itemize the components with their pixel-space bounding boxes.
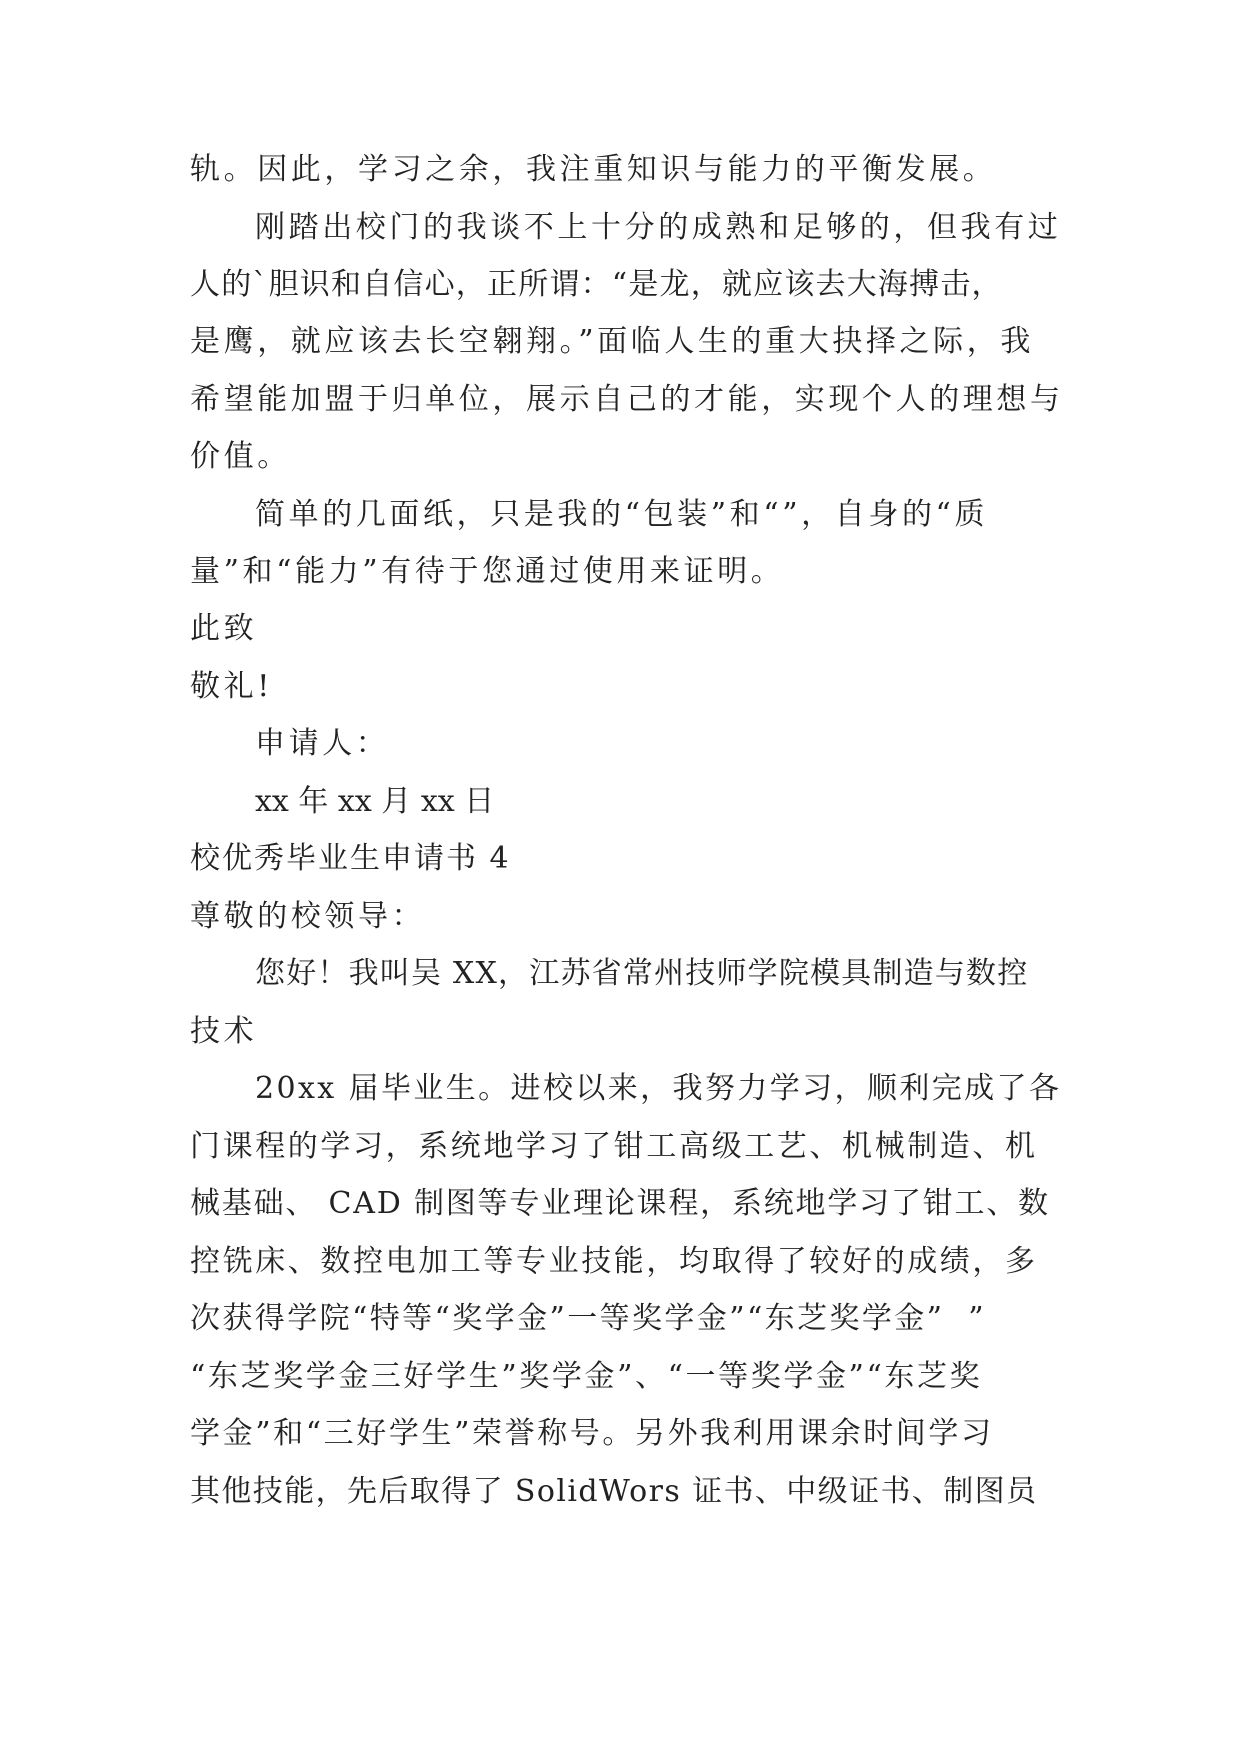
text-line: 是鹰，就应该去长空翱翔。”面临人生的重大抉择之际，我 <box>190 324 1034 359</box>
text-line: 简单的几面纸，只是我的“包装”和“”，自身的“质 <box>255 497 989 532</box>
text-line: 其他技能，先后取得了 SolidWors 证书、中级证书、制图员 <box>190 1474 1038 1509</box>
text-line: 学金”和“三好学生”荣誉称号。另外我利用课余时间学习 <box>190 1416 994 1451</box>
text-line: 轨。因此，学习之余，我注重知识与能力的平衡发展。 <box>190 152 997 187</box>
text-line: “东芝奖学金三好学生”奖学金”、“一等奖学金”“东芝奖 <box>190 1359 983 1394</box>
text-line: 量”和“能力”有待于您通过使用来证明。 <box>190 554 785 589</box>
text-line: 技术 <box>190 1014 258 1049</box>
text-line: 校优秀毕业生申请书 4 <box>190 841 511 876</box>
text-line: 控铣床、数控电加工等专业技能，均取得了较好的成绩，多 <box>190 1244 1038 1279</box>
text-line: 次获得学院“特等“奖学金”一等奖学金”“东芝奖学金” ” <box>190 1301 987 1336</box>
text-line: 刚踏出校门的我谈不上十分的成熟和足够的，但我有过 <box>255 210 1062 245</box>
text-line: 械基础、 CAD 制图等专业理论课程，系统地学习了钳工、数 <box>190 1186 1050 1221</box>
text-line: 希望能加盟于归单位，展示自己的才能，实现个人的理想与 <box>190 382 1064 417</box>
text-line: 尊敬的校领导： <box>190 899 426 934</box>
text-line: 人的`胆识和自信心，正所谓：“是龙，就应该去大海搏击， <box>190 267 1003 302</box>
text-line: 价值。 <box>190 439 291 474</box>
text-line: 20xx 届毕业生。进校以来，我努力学习，顺利完成了各 <box>255 1071 1062 1106</box>
text-line: 门课程的学习，系统地学习了钳工高级工艺、机械制造、机 <box>190 1129 1038 1164</box>
text-line: 您好！我叫吴 XX，江苏省常州技师学院模具制造与数控 <box>255 956 1029 991</box>
text-line: 申请人： <box>255 726 390 761</box>
text-line: 敬礼! <box>190 669 273 704</box>
text-line: xx 年 xx 月 xx 日 <box>255 784 495 819</box>
text-line: 此致 <box>190 611 258 646</box>
